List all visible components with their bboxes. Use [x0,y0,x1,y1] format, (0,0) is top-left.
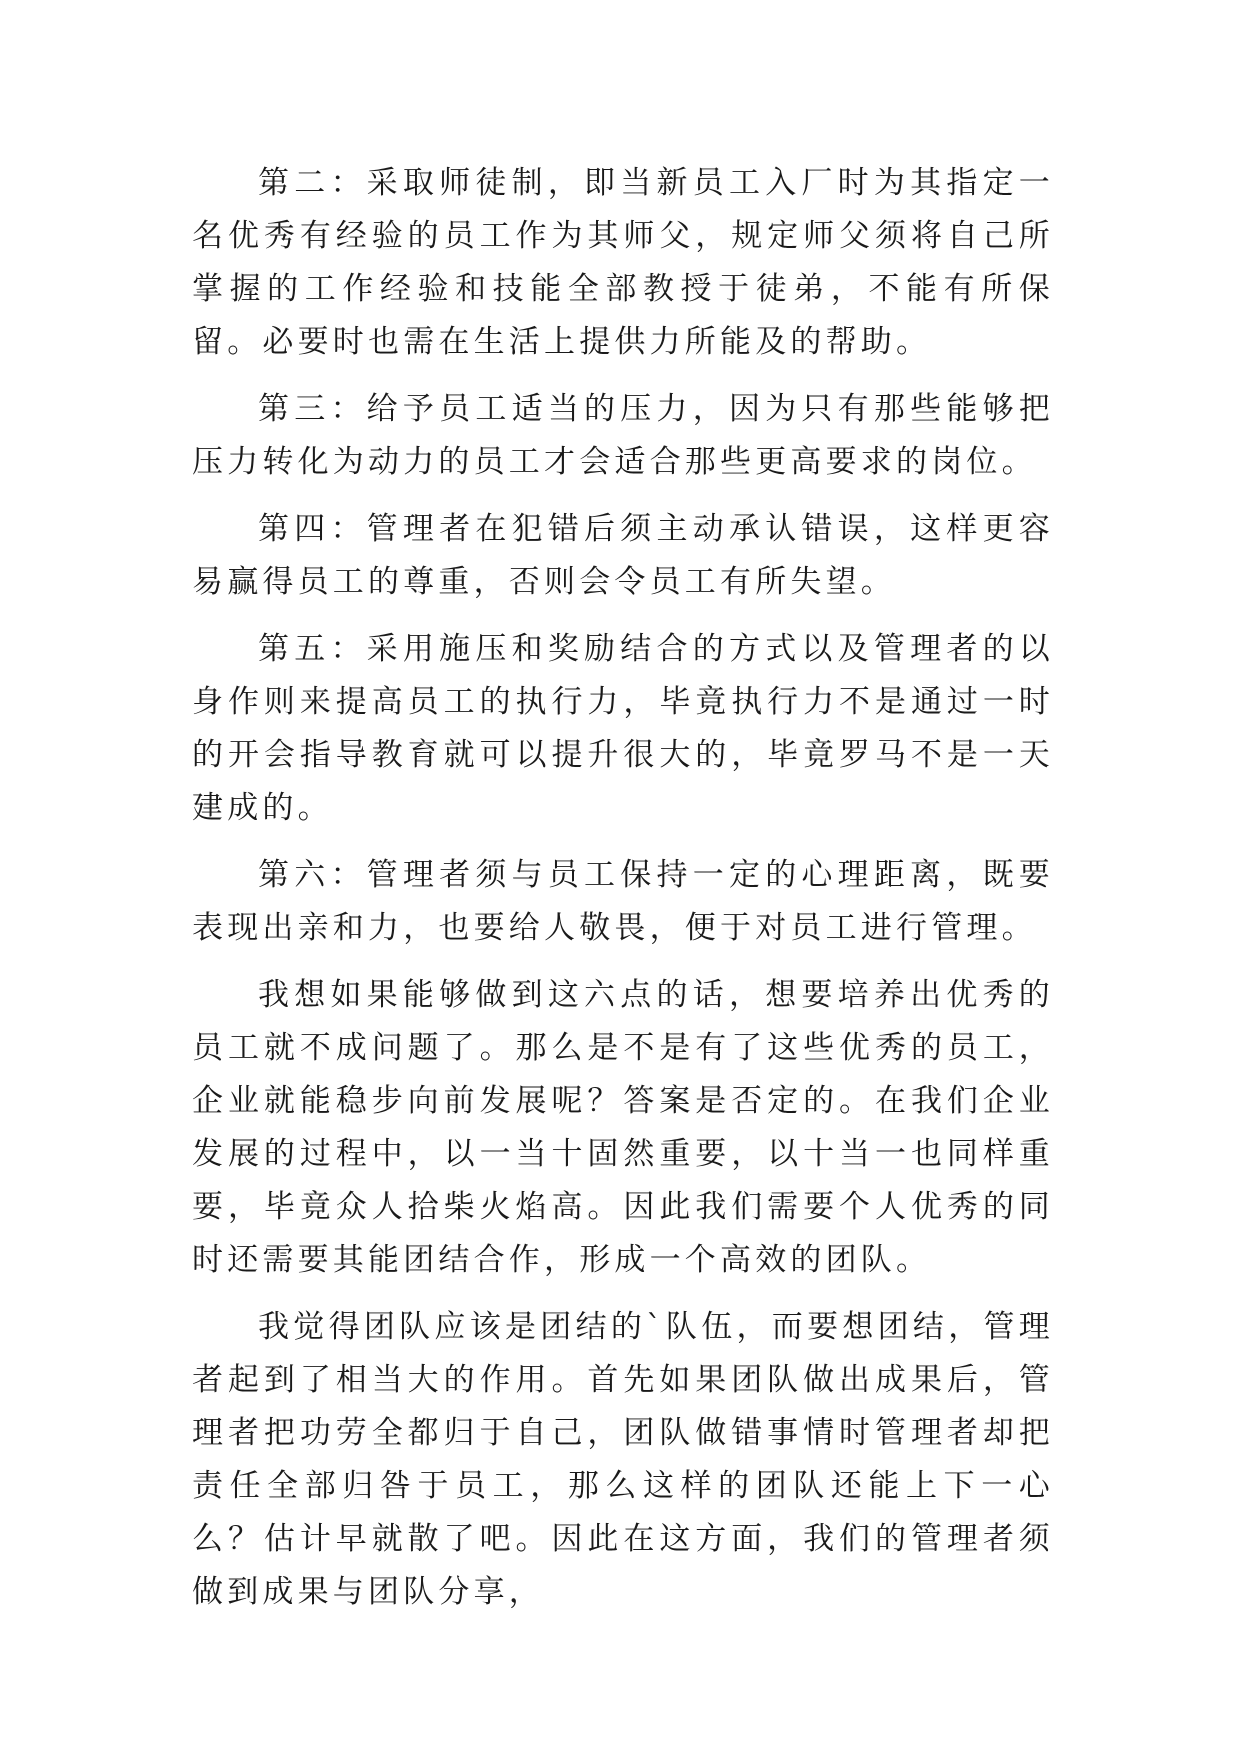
paragraph-teamwork: 我想如果能够做到这六点的话，想要培养出优秀的员工就不成问题了。那么是不是有了这些优秀的员工，企业就能稳步向前发展呢？答案是否定的。在我们企业发展的过程中，以一当十固然重要，以十当一也同样重要，毕竟众人拾柴火焰高。因此我们需要个人优秀的同时还需要其能团结合作，形成一个高效的团队。 [192,977,1054,1278]
paragraph-admit-mistakes: 第四：管理者在犯错后须主动承认错误，这样更容易赢得员工的尊重，否则会令员工有所失望。 [192,511,1054,600]
paragraph-pressure: 第三：给予员工适当的压力，因为只有那些能够把压力转化为动力的员工才会适合那些更高要求的岗位。 [192,391,1054,480]
paragraph-distance: 第六：管理者须与员工保持一定的心理距离，既要表现出亲和力，也要给人敬畏，便于对员工进行管理。 [192,857,1054,946]
paragraph-mentorship: 第二：采取师徒制，即当新员工入厂时为其指定一名优秀有经验的员工作为其师父，规定师父须将自己所掌握的工作经验和技能全部教授于徒弟，不能有所保留。必要时也需在生活上提供力所能及的帮助。 [192,165,1054,360]
document-body [192,157,1054,1619]
paragraph-execution: 第五：采用施压和奖励结合的方式以及管理者的以身作则来提高员工的执行力，毕竟执行力不是通过一时的开会指导教育就可以提升很大的，毕竟罗马不是一天建成的。 [192,631,1054,826]
paragraph-team-unity: 我觉得团队应该是团结的`队伍，而要想团结，管理者起到了相当大的作用。首先如果团队做出成果后，管理者把功劳全都归于自己，团队做错事情时管理者却把责任全部归咎于员工，那么这样的团队还能上下一心么？估计早就散了吧。因此在这方面，我们的管理者须做到成果与团队分享， [192,1309,1054,1610]
